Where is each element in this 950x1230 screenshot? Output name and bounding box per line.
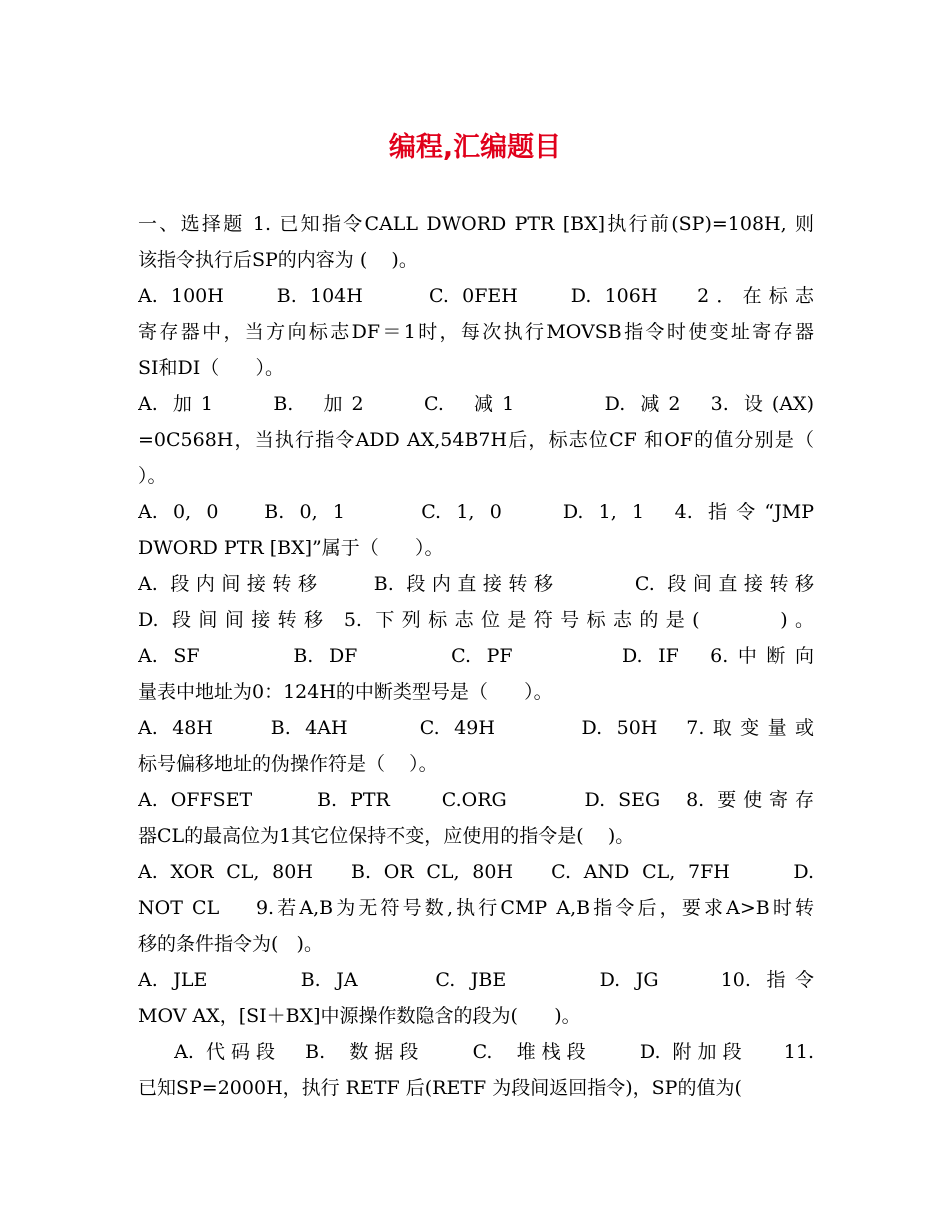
text-line: 寄存器中，当方向标志DF＝1时，每次执行MOVSB指令时使变址寄存器 (138, 321, 814, 343)
text-line: 量表中地址为0：124H的中断类型号是（ ）。 (138, 681, 553, 703)
text-line: DWORD PTR [BX]”属于（ ）。 (138, 537, 444, 559)
document-body (138, 206, 814, 1106)
text-line: 移的条件指令为( )。 (138, 933, 323, 955)
text-line: A. 48H B. 4AH C. 49H D. 50H 7.取变量或 (138, 717, 814, 739)
text-line: A. 0, 0 B. 0, 1 C. 1, 0 D. 1, 1 4. 指令“JMP (138, 501, 814, 523)
text-line: A. 加1 B. 加2 C. 减1 D. 减2 3. 设(AX) (138, 393, 814, 415)
text-line: A. JLE B. JA C. JBE D. JG 10. 指令 (138, 969, 814, 991)
text-line: 标号偏移地址的伪操作符是（ ）。 (138, 753, 438, 775)
text-line: A. SF B. DF C. PF D. IF 6.中断向 (138, 645, 814, 667)
text-line: SI和DI（ ）。 (138, 357, 284, 379)
text-line: D. 段间间接转移 5. 下列标志位是符号标志的是( )。 (138, 609, 814, 631)
text-line: A. 代码段 B. 数据段 C. 堆栈段 D. 附加段 11. (138, 1041, 814, 1063)
text-line: A. XOR CL, 80H B. OR CL, 80H C. AND CL, 7FH D. (138, 861, 814, 883)
text-line: ）。 (138, 465, 167, 487)
text-line: A. 100H B. 104H C. 0FEH D. 106H 2．在标志 (138, 285, 814, 307)
text-line: 器CL的最高位为1其它位保持不变，应使用的指令是( )。 (138, 825, 635, 847)
text-line: =0C568H，当执行指令ADD AX,54B7H后，标志位CF 和OF的值分别是（ (138, 429, 814, 451)
text-line: 已知SP=2000H，执行 RETF 后(RETF 为段间返回指令)，SP的值为( (138, 1077, 742, 1099)
document-title: 编程,汇编题目 (388, 132, 562, 163)
text-line: A. 段内间接转移 B. 段内直接转移 C. 段间直接转移 (138, 573, 814, 595)
text-line: A. OFFSET B. PTR C.ORG D. SEG 8. 要使寄存 (138, 789, 814, 811)
text-line: MOV AX，[SI＋BX]中源操作数隐含的段为( )。 (138, 1005, 581, 1027)
text-line: 一、选择题 1. 已知指令CALL DWORD PTR [BX]执行前(SP)=108H, 则 (138, 213, 814, 235)
text-line: NOT CL 9.若A,B为无符号数,执行CMP A,B指令后，要求A>B时转 (138, 897, 814, 919)
text-line: 该指令执行后SP的内容为 ( )。 (138, 249, 418, 271)
